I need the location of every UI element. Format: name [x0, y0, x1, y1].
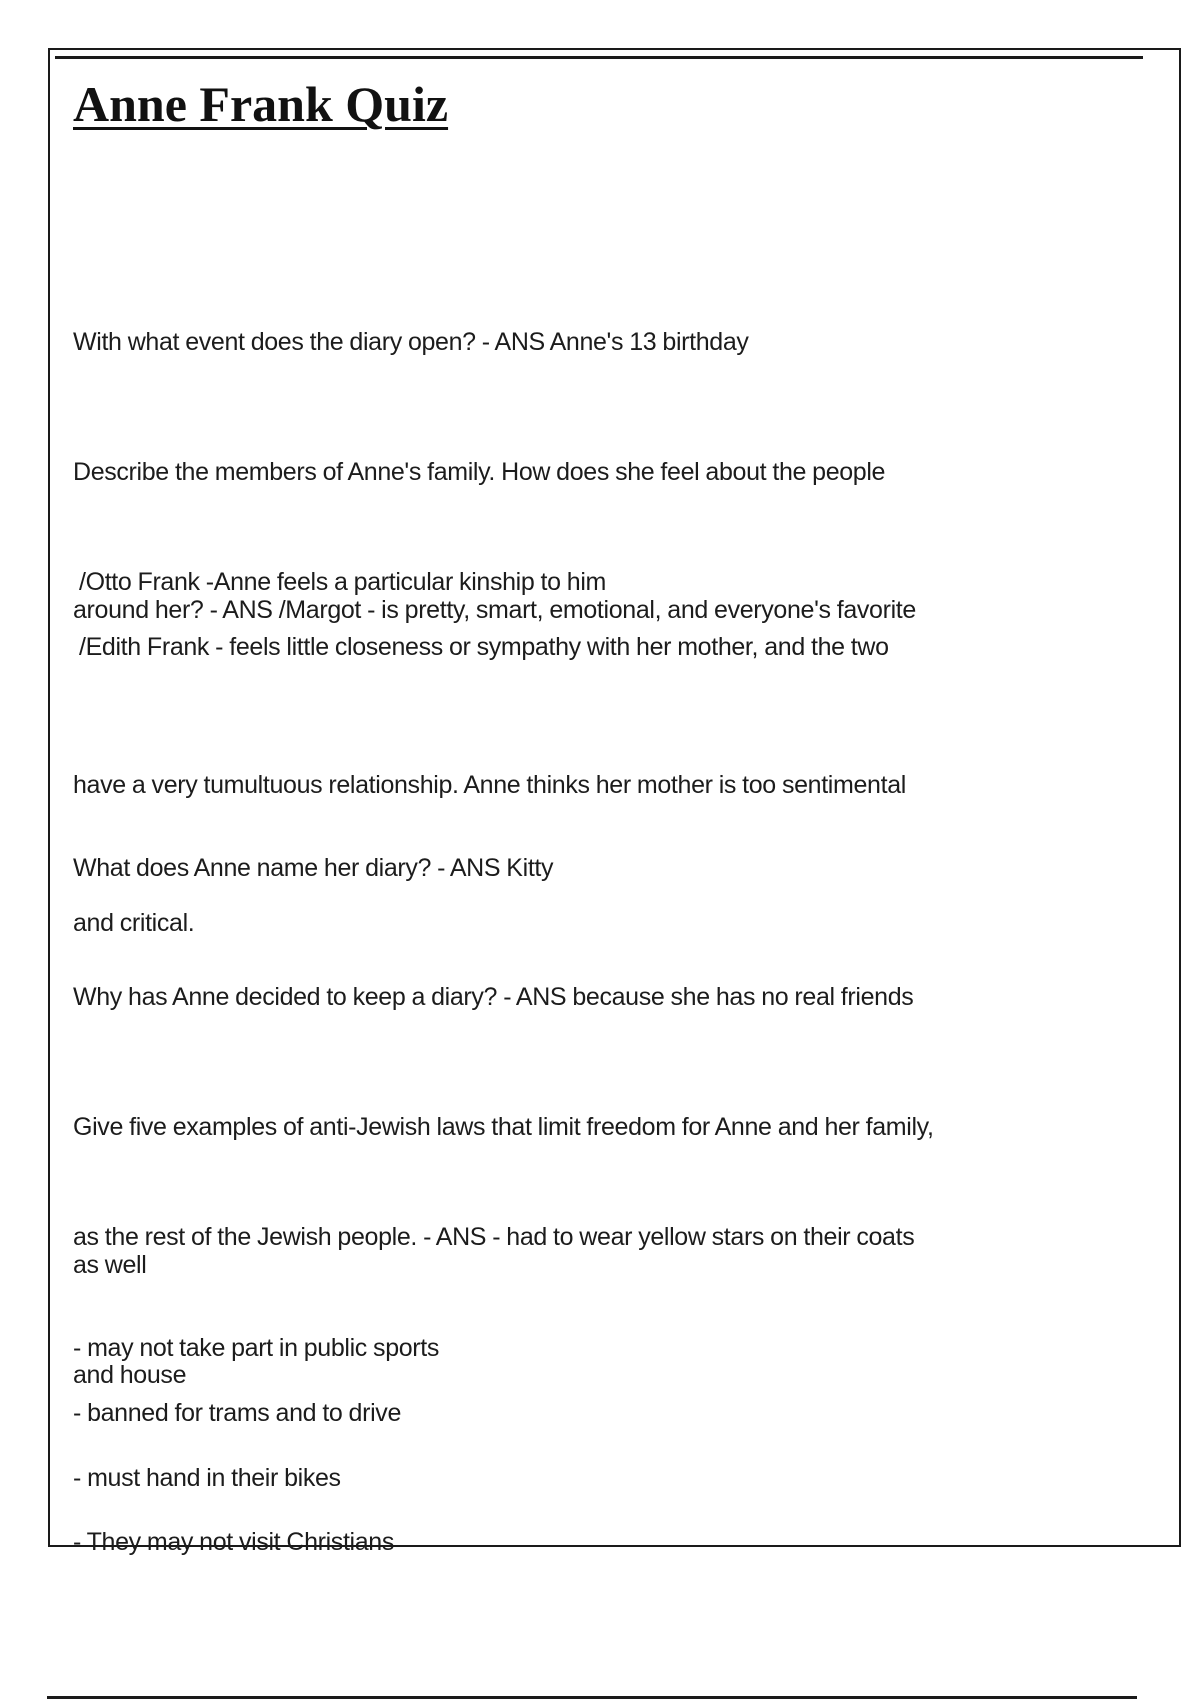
text-line: What does Anne name her diary? - ANS Kitty [73, 854, 554, 882]
text-line: /Otto Frank -Anne feels a particular kinship to him [79, 568, 607, 596]
text-line: Give five examples of anti-Jewish laws that limit freedom for Anne and her family, [73, 1113, 934, 1141]
top-rule-divider [55, 56, 1143, 59]
bottom-rule-divider [47, 1696, 1137, 1699]
text-line: and house [73, 1361, 187, 1389]
text-line: With what event does the diary open? - ANS Anne's 13 birthday [73, 328, 749, 356]
text-line: as the rest of the Jewish people. - ANS - had to wear yellow stars on their coats [73, 1223, 915, 1251]
text-line: and critical. [73, 909, 195, 937]
list-item-christians [73, 1427, 1163, 1657]
text-line: Describe the members of Anne's family. How does she feel about the people [73, 458, 886, 486]
text-line: - They may not visit Christians [73, 1528, 395, 1556]
text-line: /Edith Frank - feels little closeness or sympathy with her mother, and the two [79, 633, 889, 661]
text-line: as well [73, 1251, 147, 1279]
page-title: Anne Frank Quiz [73, 76, 449, 132]
text-line: Why has Anne decided to keep a diary? - ANS because she has no real friends [73, 983, 914, 1011]
text-line: - must hand in their bikes [73, 1464, 341, 1492]
text-line: - banned for trams and to drive [73, 1399, 401, 1427]
text-line: - may not take part in public sports [73, 1334, 440, 1362]
text-line: around her? - ANS /Margot - is pretty, smart, emotional, and everyone's favorite [73, 596, 916, 624]
text-line: have a very tumultuous relationship. Anne thinks her mother is too sentimental [73, 771, 906, 799]
